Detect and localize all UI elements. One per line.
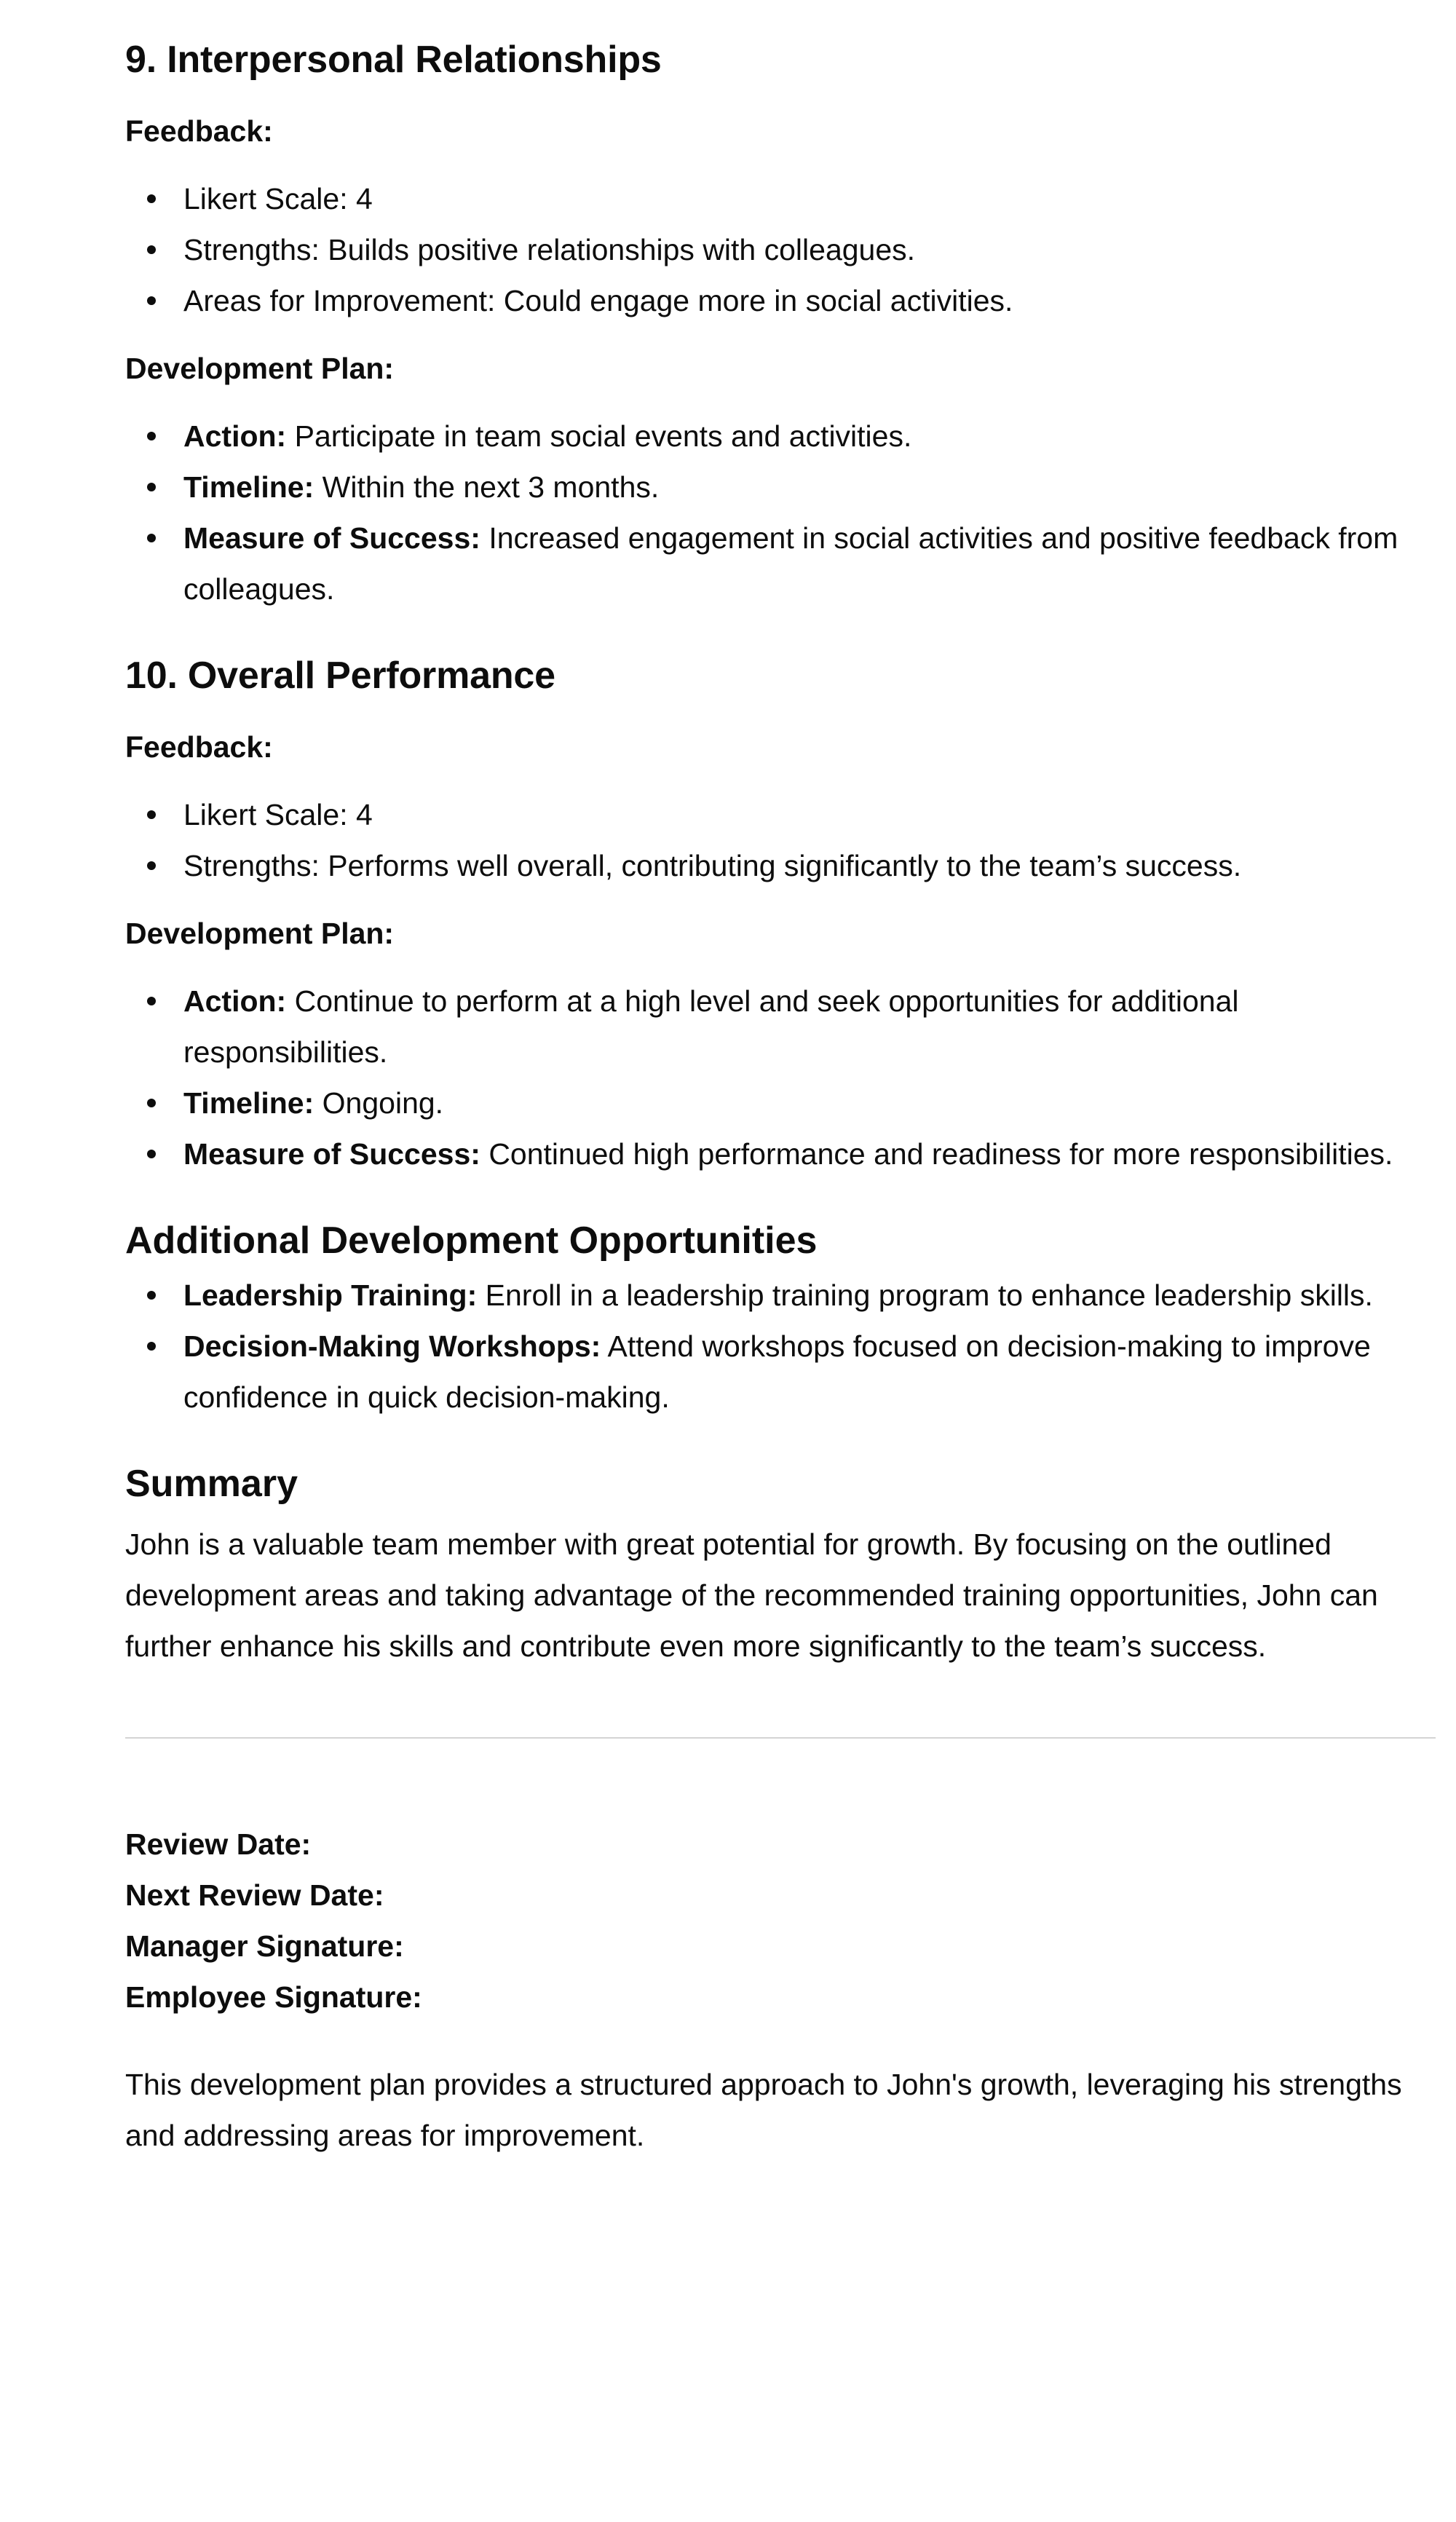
manager-signature-label: Manager Signature: — [125, 1929, 404, 1963]
item-text: Continued high performance and readiness for more responsibilities. — [488, 1137, 1393, 1171]
list-item: Likert Scale: 4 — [183, 789, 1436, 840]
list-item — [183, 1128, 1436, 1179]
summary-text: John is a valuable team member with great potential for growth. By focusing on the outlined development areas and taking advantage of the recommended training opportunities, John can further enhance his skills and contribute even more significantly to the team’s success. — [125, 1527, 1378, 1663]
list-item: Areas for Improvement: Could engage more in social activities. — [183, 275, 1436, 326]
item-key: Measure of Success: — [183, 521, 480, 555]
section-heading: 10. Overall Performance — [125, 655, 555, 697]
additional-opportunities-heading: Additional Development Opportunities — [125, 1220, 818, 1262]
item-key: Decision-Making Workshops: — [183, 1329, 601, 1363]
item-key: Action: — [183, 419, 287, 453]
item-key: Action: — [183, 984, 287, 1018]
feedback-label: Feedback: — [125, 730, 273, 764]
closing-paragraph: This development plan provides a structured approach to John's growth, leveraging his strengths and addressing areas for improvement. — [125, 2068, 1402, 2152]
feedback-list — [125, 789, 1436, 891]
feedback-list — [125, 173, 1436, 326]
list-item — [183, 1078, 1436, 1128]
list-item — [183, 411, 1436, 462]
item-key: Timeline: — [183, 470, 314, 504]
item-key: Leadership Training: — [183, 1278, 478, 1312]
additional-opportunities-list — [125, 1270, 1436, 1423]
development-plan-list — [125, 411, 1436, 614]
document-content — [125, 31, 1436, 2161]
list-item: Strengths: Builds positive relationships with colleagues. — [183, 224, 1436, 275]
review-date-label: Review Date: — [125, 1827, 312, 1861]
list-item: Likert Scale: 4 — [183, 173, 1436, 224]
item-text: Participate in team social events and activities. — [294, 419, 912, 453]
item-key: Timeline: — [183, 1086, 314, 1120]
summary-heading: Summary — [125, 1463, 298, 1505]
development-plan-label: Development Plan: — [125, 917, 395, 950]
item-text: Within the next 3 months. — [322, 470, 660, 504]
item-key: Measure of Success: — [183, 1137, 480, 1171]
item-text: Attend workshops focused on decision-making to improve confidence in quick decision-making. — [183, 1329, 1371, 1414]
item-text: Increased engagement in social activities and positive feedback from colleagues. — [183, 521, 1398, 606]
list-item: Strengths: Performs well overall, contributing significantly to the team’s success. — [183, 840, 1436, 891]
development-plan-label: Development Plan: — [125, 352, 395, 385]
list-item — [183, 462, 1436, 513]
development-plan-list — [125, 976, 1436, 1179]
list-item — [183, 1321, 1436, 1423]
item-text: Enroll in a leadership training program to enhance leadership skills. — [485, 1278, 1373, 1312]
next-review-date-label: Next Review Date: — [125, 1878, 384, 1912]
employee-signature-label: Employee Signature: — [125, 1980, 422, 2014]
feedback-label: Feedback: — [125, 114, 273, 148]
item-text: Ongoing. — [322, 1086, 444, 1120]
section-heading: 9. Interpersonal Relationships — [125, 39, 662, 81]
list-item — [183, 1270, 1436, 1321]
list-item — [183, 976, 1436, 1078]
item-text: Continue to perform at a high level and seek opportunities for additional responsibilities. — [183, 984, 1239, 1069]
list-item — [183, 513, 1436, 614]
